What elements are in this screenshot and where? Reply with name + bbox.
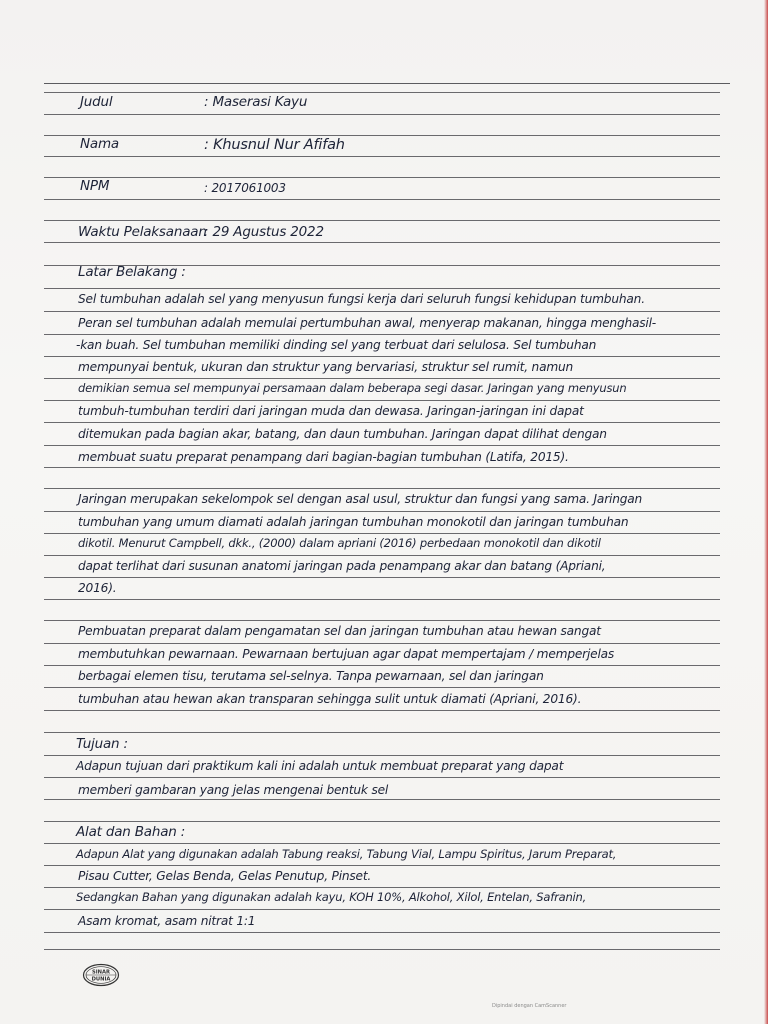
- nama-value: : Khusnul Nur Afifah: [204, 137, 345, 153]
- sinar-dunia-logo: [82, 963, 120, 987]
- ruled-line: [44, 909, 720, 910]
- ruled-line: [44, 177, 720, 178]
- alat-line-2: Pisau Cutter, Gelas Benda, Gelas Penutup, Pinset.: [78, 869, 372, 883]
- tujuan-heading: Tujuan :: [76, 736, 128, 752]
- latar-p1-line-5: demikian semua sel mempunyai persamaan dalam beberapa segi dasar. Jaringan yang menyusun: [78, 381, 627, 395]
- logo-text-top: SINAR: [91, 969, 111, 976]
- latar-p2-line-5: 2016).: [78, 581, 117, 595]
- latar-p1-line-3: -kan buah. Sel tumbuhan memiliki dinding sel yang terbuat dari selulosa. Sel tumbuhan: [76, 338, 597, 352]
- ruled-line: [44, 799, 720, 800]
- ruled-line: [44, 843, 720, 844]
- ruled-line: [44, 422, 720, 423]
- latar-p1-line-2: Peran sel tumbuhan adalah memulai pertumbuhan awal, menyerap makanan, hingga menghasil-: [78, 316, 656, 330]
- logo-text-bottom: DUNIA: [91, 976, 111, 983]
- latar-p2-line-1: Jaringan merupakan sekelompok sel dengan asal usul, struktur dan fungsi yang sama. Jaringan: [78, 492, 643, 506]
- scanner-watermark: Dipindai dengan CamScanner: [492, 1003, 567, 1009]
- alat-line-4: Asam kromat, asam nitrat 1:1: [78, 914, 256, 928]
- tujuan-line-1: Adapun tujuan dari praktikum kali ini adalah untuk membuat preparat yang dapat: [76, 759, 564, 773]
- npm-value: : 2017061003: [204, 181, 286, 195]
- latar-p2-line-4: dapat terlihat dari susunan anatomi jaringan pada penampang akar dan batang (Apriani,: [78, 559, 606, 573]
- ruled-line: [44, 92, 720, 93]
- ruled-line: [44, 599, 720, 600]
- latar-p2-line-2: tumbuhan yang umum diamati adalah jaringan tumbuhan monokotil dan jaringan tumbuhan: [78, 515, 629, 529]
- ruled-line: [44, 83, 730, 84]
- latar-p3-line-1: Pembuatan preparat dalam pengamatan sel dan jaringan tumbuhan atau hewan sangat: [78, 624, 601, 638]
- judul-label: Judul: [80, 94, 113, 110]
- ruled-line: [44, 821, 720, 822]
- latar-p3-line-2: membutuhkan pewarnaan. Pewarnaan bertujuan agar dapat mempertajam / memperjelas: [78, 647, 615, 661]
- ruled-line: [44, 334, 720, 335]
- latar-p1-line-8: membuat suatu preparat penampang dari bagian-bagian tumbuhan (Latifa, 2015).: [78, 450, 569, 464]
- ruled-line: [44, 687, 720, 688]
- ruled-line: [44, 445, 720, 446]
- ruled-line: [44, 949, 720, 950]
- alat-heading: Alat dan Bahan :: [76, 824, 186, 840]
- ruled-line: [44, 400, 720, 401]
- ruled-line: [44, 356, 720, 357]
- latar-p1-line-7: ditemukan pada bagian akar, batang, dan daun tumbuhan. Jaringan dapat dilihat dengan: [78, 427, 607, 441]
- ruled-line: [44, 156, 720, 157]
- ruled-line: [44, 533, 720, 534]
- ruled-line: [44, 467, 720, 468]
- latar-p1-line-4: mempunyai bentuk, ukuran dan struktur yang bervariasi, struktur sel rumit, namun: [78, 360, 574, 374]
- ruled-line: [44, 777, 720, 778]
- tujuan-line-2: memberi gambaran yang jelas mengenai bentuk sel: [78, 783, 389, 797]
- npm-label: NPM: [80, 178, 110, 194]
- page-edge: [764, 0, 768, 1024]
- ruled-line: [44, 755, 720, 756]
- ruled-line: [44, 887, 720, 888]
- latar-heading: Latar Belakang :: [78, 264, 186, 280]
- ruled-line: [44, 555, 720, 556]
- ruled-line: [44, 220, 720, 221]
- ruled-line: [44, 620, 720, 621]
- latar-p1-line-1: Sel tumbuhan adalah sel yang menyusun fungsi kerja dari seluruh fungsi kehidupan tumbuhan.: [78, 292, 645, 306]
- ruled-line: [44, 311, 720, 312]
- latar-p1-line-6: tumbuh-tumbuhan terdiri dari jaringan muda dan dewasa. Jaringan-jaringan ini dapat: [78, 404, 584, 418]
- alat-line-1: Adapun Alat yang digunakan adalah Tabung reaksi, Tabung Vial, Lampu Spiritus, Jarum Preparat,: [76, 847, 617, 861]
- ruled-line: [44, 199, 720, 200]
- ruled-line: [44, 643, 720, 644]
- nama-label: Nama: [80, 136, 119, 152]
- ruled-line: [44, 488, 720, 489]
- ruled-line: [44, 288, 720, 289]
- ruled-line: [44, 665, 720, 666]
- ruled-line: [44, 710, 720, 711]
- ruled-line: [44, 865, 720, 866]
- ruled-line: [44, 732, 720, 733]
- waktu-label: Waktu Pelaksanaan: [78, 224, 207, 240]
- latar-p3-line-4: tumbuhan atau hewan akan transparan sehingga sulit untuk diamati (Apriani, 2016).: [78, 692, 582, 706]
- ruled-line: [44, 114, 720, 115]
- latar-p3-line-3: berbagai elemen tisu, terutama sel-selnya. Tanpa pewarnaan, sel dan jaringan: [78, 669, 544, 683]
- ruled-line: [44, 135, 720, 136]
- alat-line-3: Sedangkan Bahan yang digunakan adalah kayu, KOH 10%, Alkohol, Xilol, Entelan, Safranin,: [76, 890, 587, 904]
- judul-value: : Maserasi Kayu: [204, 94, 308, 110]
- waktu-value: : 29 Agustus 2022: [204, 224, 324, 240]
- ruled-line: [44, 242, 720, 243]
- ruled-line: [44, 577, 720, 578]
- ruled-line: [44, 511, 720, 512]
- ruled-line: [44, 378, 720, 379]
- ruled-line: [44, 932, 720, 933]
- latar-p2-line-3: dikotil. Menurut Campbell, dkk., (2000) dalam apriani (2016) perbedaan monokotil dan dikotil: [78, 536, 601, 550]
